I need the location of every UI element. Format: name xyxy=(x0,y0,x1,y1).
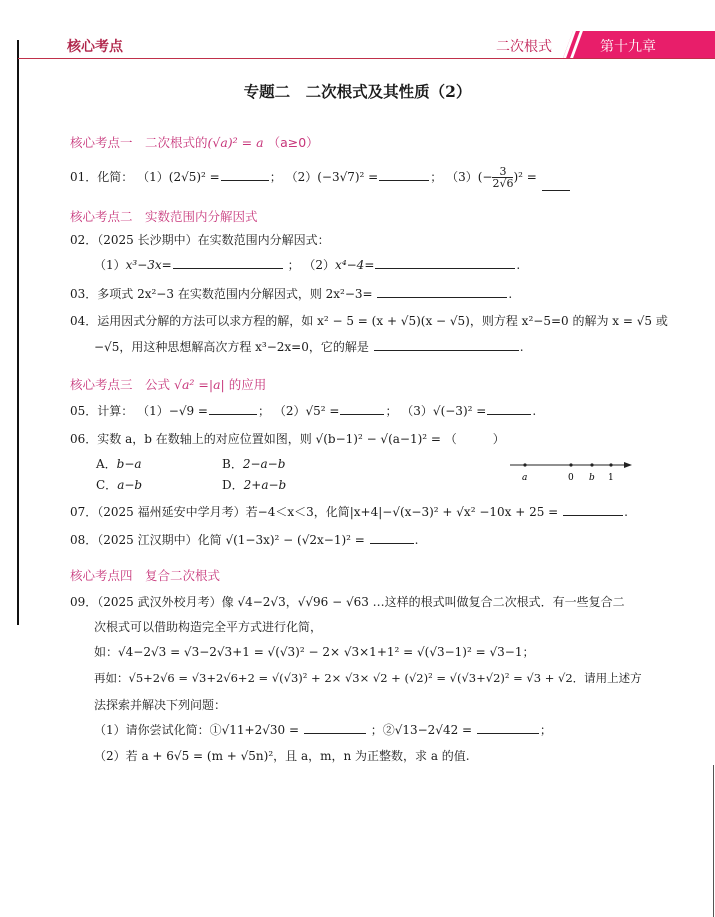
answer-blank[interactable] xyxy=(340,413,384,415)
section-heading-2: 核心考点二 实数范围内分解因式 xyxy=(70,209,258,224)
question-text: （2025 武汉外校月考）像 √4−2√3，√√96 − √63 …这样的根式叫做复合二次根式．有一些复合二 xyxy=(97,595,625,609)
expression: （1）请你尝试化简：①√11+2√30 = xyxy=(94,723,300,737)
expression: (2√5)² = xyxy=(168,170,220,184)
question-text: 多项式 2x²−3 在实数范围内分解因式，则 2x²−3= xyxy=(97,287,373,301)
question-09 xyxy=(70,593,625,610)
expression: −√9 = xyxy=(168,404,208,418)
period: . xyxy=(414,533,419,547)
point-zero xyxy=(569,463,572,466)
question-07 xyxy=(70,503,628,520)
part-label: （3） xyxy=(446,170,478,184)
expression: (−3√7)² = xyxy=(317,170,379,184)
question-text: （2025 长沙期中）在实数范围内分解因式： xyxy=(97,233,330,247)
chapter-name: 二次根式 xyxy=(496,39,552,55)
part-label: （3） xyxy=(401,404,433,418)
option-value: 2+a−b xyxy=(243,478,287,492)
question-09-line5: 法探索并解决下列问题： xyxy=(94,698,227,712)
answer-blank[interactable] xyxy=(173,267,283,269)
answer-blank[interactable] xyxy=(221,179,269,181)
section-label: 核心考点三 公式 xyxy=(70,377,171,392)
answer-blank[interactable] xyxy=(379,179,429,181)
section-heading-1 xyxy=(70,133,319,151)
question-09-part2: （2）若 a + 6√5 = (m + √5n)²，且 a，m，n 为正整数，求 a 的值. xyxy=(94,749,470,763)
answer-blank[interactable] xyxy=(209,413,257,415)
question-09-example2: 再如：√5+2√6 = √3+2√6+2 = √(√3)² + 2× √3× √2 + (√2)² = √(√3+√2)² = √3 + √2．请用上述方 xyxy=(94,671,642,685)
question-02-parts xyxy=(94,256,520,273)
separator: ； xyxy=(430,170,443,184)
question-number: 09． xyxy=(70,595,98,609)
period: . xyxy=(508,287,513,301)
part-label: （2） xyxy=(285,170,318,184)
question-text: 化简： xyxy=(97,170,134,184)
question-04 xyxy=(70,312,668,329)
answer-blank[interactable] xyxy=(375,267,515,269)
question-text: −√5，用这种思想解高次方程 x³−2x=0，它的解是 xyxy=(94,340,369,354)
arrow-head xyxy=(624,462,632,468)
question-01 xyxy=(70,166,571,189)
question-number: 02． xyxy=(70,233,98,247)
numerator: 3 xyxy=(492,166,513,178)
page-header xyxy=(18,31,715,59)
part-label: （2） xyxy=(273,404,306,418)
denominator: 2√6 xyxy=(492,177,514,190)
question-09-line2: 次根式可以借助构造完全平方式进行化简， xyxy=(94,620,323,634)
expression: √5² = xyxy=(305,404,340,418)
expression: )² = xyxy=(513,170,537,184)
question-text: （2025 江汉期中）化简 √(1−3x)² − (√2x−1)² = xyxy=(97,533,365,547)
question-09-example1: 如：√4−2√3 = √3−2√3+1 = √(√3)² − 2× √3×1+1² = √(√3−1)² = √3−1； xyxy=(94,645,535,659)
option-value: b−a xyxy=(116,457,142,471)
question-number: 03． xyxy=(70,287,98,301)
period: . xyxy=(624,505,628,519)
section-label: 核心考点 xyxy=(67,39,123,55)
part-label: （2） xyxy=(303,258,336,272)
section-condition: （a≥0） xyxy=(267,135,319,150)
separator: ； xyxy=(257,404,270,418)
period: . xyxy=(532,404,537,418)
question-text: （2025 福州延安中学月考）若−4＜x＜3，化简|x+4|−√(x−3)² + √x² −10x + 25 = xyxy=(97,505,559,519)
question-number: 06． xyxy=(70,432,98,446)
question-05 xyxy=(70,402,536,419)
answer-blank[interactable] xyxy=(487,413,531,415)
point-one xyxy=(609,463,612,466)
expression: √(−3)² = xyxy=(432,404,487,418)
question-08 xyxy=(70,531,418,548)
option-b[interactable] xyxy=(222,455,285,472)
fraction xyxy=(492,166,513,189)
option-c[interactable] xyxy=(96,476,142,493)
answer-blank[interactable] xyxy=(542,189,570,191)
question-number: 05． xyxy=(70,404,98,418)
section-formula: √a² =|a| xyxy=(174,377,225,392)
question-04-cont xyxy=(94,338,524,355)
question-09-part1 xyxy=(94,721,552,738)
chapter-number: 第十九章 xyxy=(600,39,656,55)
number-line xyxy=(508,455,638,487)
question-text: 运用因式分解的方法可以求方程的解，如 x² − 5 = (x + √5)(x − √5)，则方程 x²−5=0 的解为 x = √5 或 xyxy=(97,314,668,328)
question-number: 08． xyxy=(70,533,98,547)
point-a xyxy=(523,463,526,466)
question-02 xyxy=(70,231,330,248)
label-zero: 0 xyxy=(568,473,574,483)
question-number: 01． xyxy=(70,170,98,184)
answer-blank[interactable] xyxy=(563,514,623,516)
section-label: 核心考点一 二次根式的 xyxy=(70,135,208,150)
point-b xyxy=(590,463,593,466)
section-heading-3 xyxy=(70,375,266,393)
period: . xyxy=(516,258,521,272)
option-key: C． xyxy=(96,478,118,492)
option-key: D． xyxy=(222,478,244,492)
option-value: 2−a−b xyxy=(242,457,286,471)
answer-blank[interactable] xyxy=(377,296,507,298)
label-a: a xyxy=(522,473,528,483)
header-rule xyxy=(18,58,715,59)
separator: ； xyxy=(385,404,398,418)
question-text: 实数 a，b 在数轴上的对应位置如图，则 √(b−1)² − √(a−1)² = （ ） xyxy=(97,432,505,446)
separator: ； xyxy=(269,170,282,184)
period: . xyxy=(519,340,524,354)
expression: x⁴−4= xyxy=(335,258,375,272)
option-value: a−b xyxy=(117,478,143,492)
option-key: A． xyxy=(96,457,117,471)
section-formula: (√a)² = a xyxy=(207,135,264,150)
expression: (− xyxy=(477,170,493,184)
expression: ；②√13−2√42 = xyxy=(370,723,473,737)
page-title: 专题二 二次根式及其性质（2） xyxy=(243,82,472,101)
option-key: B． xyxy=(222,457,243,471)
question-number: 07． xyxy=(70,505,98,519)
section-suffix: 的应用 xyxy=(228,377,267,392)
answer-blank[interactable] xyxy=(374,349,519,351)
separator: ； xyxy=(539,723,552,737)
question-number: 04． xyxy=(70,314,98,328)
question-03 xyxy=(70,285,512,302)
label-one: 1 xyxy=(608,473,614,483)
option-a[interactable] xyxy=(96,455,142,472)
label-b: b xyxy=(589,473,595,483)
question-text: 计算： xyxy=(97,404,134,418)
answer-blank[interactable] xyxy=(477,732,539,734)
answer-blank[interactable] xyxy=(370,542,414,544)
option-d[interactable] xyxy=(222,476,286,493)
left-binding-rule xyxy=(17,40,19,625)
part-label: （1） xyxy=(137,170,169,184)
answer-blank[interactable] xyxy=(304,732,366,734)
section-heading-4: 核心考点四 复合二次根式 xyxy=(70,568,221,583)
expression: x³−3x= xyxy=(125,258,172,272)
right-edge-rule xyxy=(713,765,714,917)
part-label: （1） xyxy=(94,258,126,272)
separator: ； xyxy=(287,258,300,272)
part-label: （1） xyxy=(137,404,169,418)
question-06 xyxy=(70,430,505,447)
